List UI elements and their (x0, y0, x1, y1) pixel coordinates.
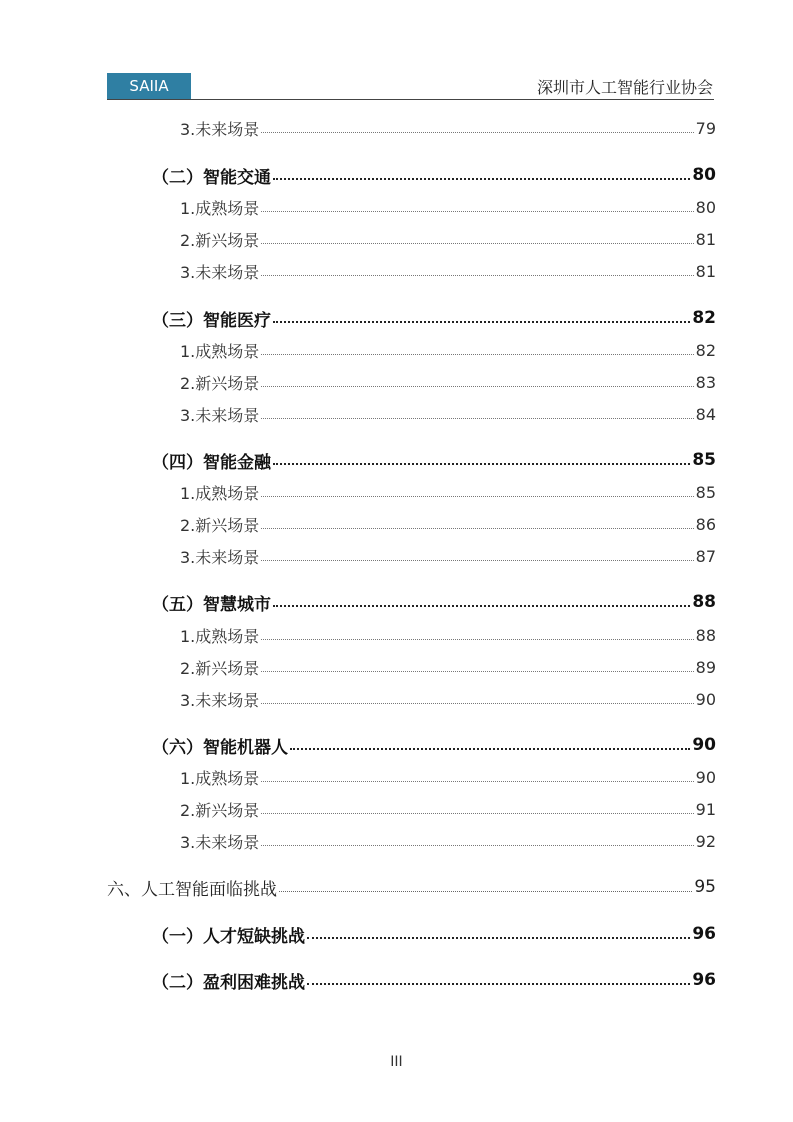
toc-entry[interactable] (152, 968, 716, 992)
dot-leader (261, 132, 693, 133)
toc-entry[interactable] (180, 655, 716, 679)
toc-entry[interactable] (152, 922, 716, 946)
toc-entry-page: 90 (695, 767, 716, 787)
toc-entry-page: 85 (695, 482, 716, 502)
toc-entry-label: 1.成熟场景 (180, 341, 260, 361)
toc-entry-page: 88 (692, 592, 716, 612)
toc-entry[interactable] (152, 590, 716, 614)
toc-entry-page: 89 (695, 657, 716, 677)
toc-entry-page: 84 (695, 404, 716, 424)
toc-entry[interactable] (152, 306, 716, 330)
toc-entry-page: 81 (695, 261, 716, 281)
dot-leader (261, 528, 693, 529)
toc-entry-label: 3.未来场景 (180, 405, 260, 425)
dot-leader (261, 781, 693, 782)
header-divider (107, 99, 714, 100)
dot-leader (290, 748, 690, 750)
toc-entry-label: 1.成熟场景 (180, 626, 260, 646)
toc-entry-label: （三）智能医疗 (152, 310, 271, 331)
toc-entry-page: 90 (695, 689, 716, 709)
toc-entry[interactable] (180, 512, 716, 536)
dot-leader (261, 243, 693, 244)
toc-entry-label: 2.新兴场景 (180, 230, 260, 250)
toc-entry[interactable] (180, 259, 716, 283)
dot-leader (273, 463, 690, 465)
dot-leader (273, 321, 690, 323)
toc-entry-label: 3.未来场景 (180, 262, 260, 282)
dot-leader (261, 354, 693, 355)
page-number: III (390, 1054, 403, 1070)
toc-entry[interactable] (180, 829, 716, 853)
dot-leader (273, 178, 690, 180)
toc-entry-label: （六）智能机器人 (152, 737, 288, 758)
toc-entry-page: 96 (692, 970, 716, 990)
toc-entry[interactable] (180, 370, 716, 394)
organization-logo: SAIIA (107, 73, 191, 99)
toc-entry[interactable] (180, 227, 716, 251)
toc-entry-page: 83 (695, 372, 716, 392)
dot-leader (273, 605, 690, 607)
toc-entry-label: （五）智慧城市 (152, 594, 271, 615)
dot-leader (307, 983, 690, 985)
toc-entry[interactable] (180, 480, 716, 504)
toc-entry-label: 2.新兴场景 (180, 373, 260, 393)
organization-name: 深圳市人工智能行业协会 (536, 78, 713, 97)
dot-leader (261, 639, 693, 640)
toc-entry-page: 82 (695, 340, 716, 360)
toc-entry-page: 95 (694, 877, 716, 897)
toc-entry-page: 80 (692, 165, 716, 185)
dot-leader (261, 386, 693, 387)
dot-leader (261, 845, 693, 846)
toc-entry-label: 3.未来场景 (180, 119, 260, 139)
toc-entry[interactable] (107, 875, 716, 899)
dot-leader (261, 560, 693, 561)
toc-entry-page: 82 (692, 308, 716, 328)
toc-entry-label: （二）智能交通 (152, 167, 271, 188)
toc-entry-label: （一）人才短缺挑战 (152, 926, 305, 947)
toc-entry-page: 81 (695, 229, 716, 249)
toc-entry[interactable] (180, 797, 716, 821)
dot-leader (279, 891, 692, 892)
toc-entry-label: 3.未来场景 (180, 547, 260, 567)
toc-entry-label: （四）智能金融 (152, 452, 271, 473)
toc-entry-label: （二）盈利困难挑战 (152, 972, 305, 993)
toc-entry-page: 92 (695, 831, 716, 851)
dot-leader (261, 703, 693, 704)
toc-entry[interactable] (180, 195, 716, 219)
toc-entry-label: 1.成熟场景 (180, 768, 260, 788)
toc-entry-label: 六、人工智能面临挑战 (107, 879, 277, 900)
dot-leader (261, 211, 693, 212)
dot-leader (261, 671, 693, 672)
toc-entry-label: 2.新兴场景 (180, 515, 260, 535)
toc-entry[interactable] (152, 163, 716, 187)
toc-entry[interactable] (180, 338, 716, 362)
dot-leader (261, 418, 693, 419)
toc-entry-page: 80 (695, 197, 716, 217)
toc-entry[interactable] (180, 116, 716, 140)
toc-entry[interactable] (180, 623, 716, 647)
toc-entry-label: 3.未来场景 (180, 832, 260, 852)
toc-entry-page: 86 (695, 514, 716, 534)
toc-entry-page: 87 (695, 546, 716, 566)
toc-entry-page: 79 (695, 118, 716, 138)
toc-entry[interactable] (180, 765, 716, 789)
toc-entry-page: 90 (692, 735, 716, 755)
toc-entry-label: 2.新兴场景 (180, 658, 260, 678)
toc-entry[interactable] (180, 544, 716, 568)
toc-entry[interactable] (180, 687, 716, 711)
dot-leader (307, 937, 690, 939)
toc-entry-page: 91 (695, 799, 716, 819)
dot-leader (261, 275, 693, 276)
toc-entry-page: 96 (692, 924, 716, 944)
dot-leader (261, 813, 693, 814)
toc-entry-label: 1.成熟场景 (180, 483, 260, 503)
toc-entry-page: 85 (692, 450, 716, 470)
toc-entry-label: 3.未来场景 (180, 690, 260, 710)
toc-entry-label: 2.新兴场景 (180, 800, 260, 820)
toc-entry-page: 88 (695, 625, 716, 645)
toc-entry[interactable] (152, 448, 716, 472)
toc-entry[interactable] (152, 733, 716, 757)
toc-entry[interactable] (180, 402, 716, 426)
toc-entry-label: 1.成熟场景 (180, 198, 260, 218)
dot-leader (261, 496, 693, 497)
